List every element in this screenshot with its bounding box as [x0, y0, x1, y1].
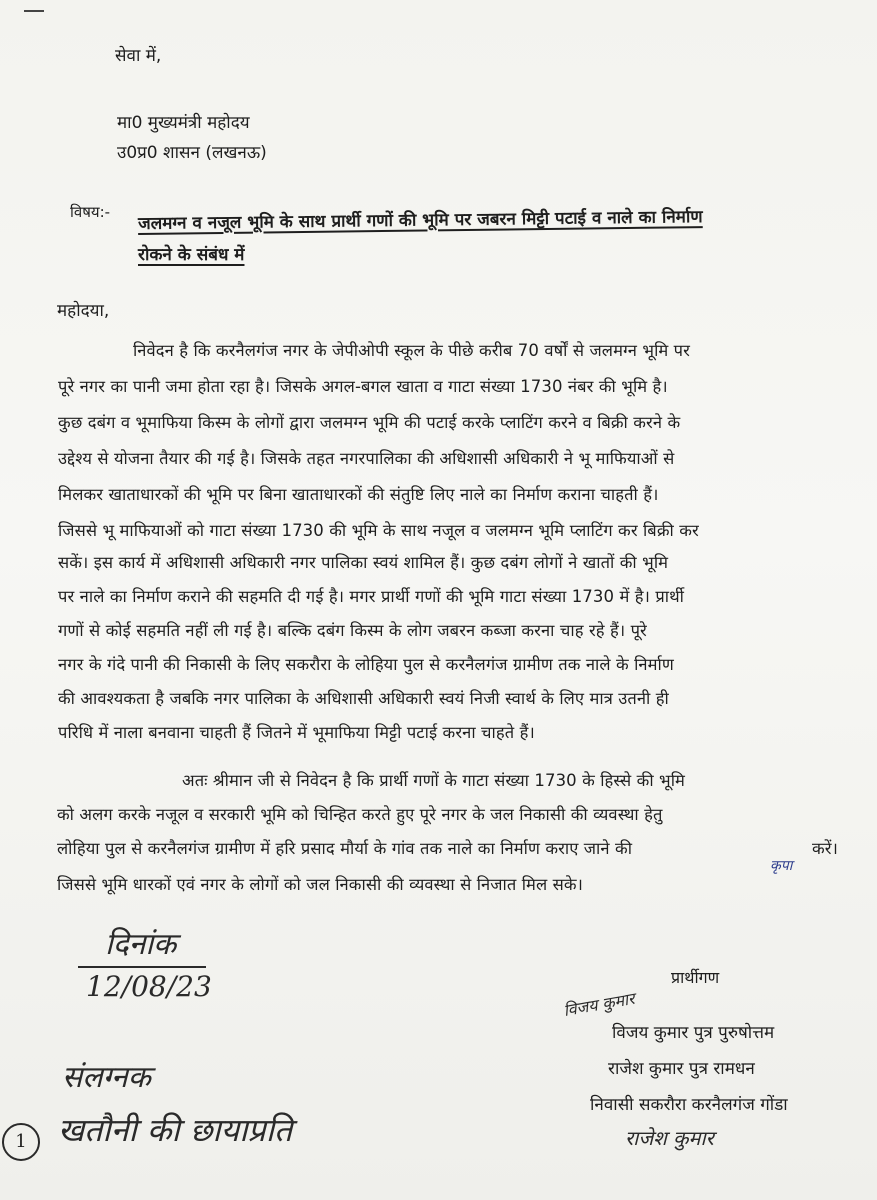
para2-line: अतः श्रीमान जी से निवेदन है कि प्रार्थी गणों के गाटा संख्या 1730 के हिस्से की भूमि	[182, 771, 685, 790]
signatory-line-1: विजय कुमार पुत्र पुरुषोत्तम	[612, 1023, 775, 1043]
attachment-number: 1	[2, 1123, 40, 1161]
para1-line: परिधि में नाला बनवाना चाहती हैं जितने में भूमाफिया मिट्टी पटाई करना चाहते हैं।	[58, 723, 535, 742]
greeting: महोदया,	[57, 301, 110, 321]
corner-mark	[24, 10, 44, 12]
para1-line: उद्देश्य से योजना तैयार की गई है। जिसके तहत नगरपालिका की अधिशासी अधिकारी ने भू माफियाओं से	[58, 449, 675, 468]
subject-line-1: जलमग्न व नजूल भूमि के साथ प्रार्थी गणों की भूमि पर जबरन मिट्टी पटाई व नाले का निर्माण	[137, 207, 703, 234]
signature-rajesh: राजेश कुमार	[625, 1126, 714, 1150]
para1-line: गणों से कोई सहमति नहीं ली गई है। बल्कि दबंग किस्म के लोग जबरन कब्जा करना चाह रहे हैं। पूरे	[58, 621, 647, 640]
para1-line: कुछ दबंग व भूमाफिया किस्म के लोगों द्वारा जलमग्न भूमि की पटाई करके प्लाटिंग करने व बिक्री करने के	[58, 413, 681, 432]
para2-line: को अलग करके नजूल व सरकारी भूमि को चिन्हित करते हुए पूरे नगर के जल निकासी की व्यवस्था हेतु	[57, 805, 663, 824]
handwritten-dinank: दिनांक	[105, 927, 177, 962]
signatory-label: प्रार्थीगण	[671, 968, 720, 987]
subject-line-2: रोकने के संबंध में	[138, 245, 245, 265]
para1-line: सकें। इस कार्य में अधिशासी अधिकारी नगर पालिका स्वयं शामिल हैं। कुछ दबंग लोगों ने खातों की भूमि	[58, 553, 669, 572]
handwritten-date: 12/08/23	[86, 970, 212, 1003]
para1-line: निवेदन है कि करनैलगंज नगर के जेपीओपी स्कूल के पीछे करीब 70 वर्षों से जलमग्न भूमि पर	[133, 341, 690, 360]
handwritten-kripa: कृपा	[770, 858, 793, 874]
recipient-line-1: मा0 मुख्यमंत्री महोदय	[117, 113, 250, 133]
para1-line: मिलकर खाताधारकों की भूमि पर बिना खाताधारकों की संतुष्टि लिए नाले का निर्माण कराना चाहती हैं।	[58, 485, 659, 504]
handwritten-attachment: खतौनी की छायाप्रति	[58, 1111, 293, 1149]
handwritten-sanlagnak: संलग्नक	[62, 1060, 151, 1095]
para1-line: पर नाले का निर्माण कराने की सहमति दी गई है। मगर प्रार्थी गणों की भूमि गाटा संख्या 1730 में है। प्रार्थी	[58, 587, 684, 606]
salutation-to: सेवा में,	[115, 46, 162, 66]
signatory-line-3: निवासी सकरौरा करनैलगंज गोंडा	[590, 1095, 788, 1115]
para1-line: जिससे भू माफियाओं को गाटा संख्या 1730 की भूमि के साथ नजूल व जलमग्न भूमि प्लाटिंग कर बिक्री कर	[58, 521, 699, 540]
para2-line: लोहिया पुल से करनैलगंज ग्रामीण में हरि प्रसाद मौर्या के गांव तक नाले का निर्माण कराए जाने की	[57, 839, 633, 858]
subject-label: विषय:-	[70, 203, 111, 221]
signatory-line-2: राजेश कुमार पुत्र रामधन	[608, 1059, 755, 1079]
para1-line: की आवश्यकता है जबकि नगर पालिका के अधिशासी अधिकारी स्वयं निजी स्वार्थ के लिए मात्र उतनी ही	[58, 689, 669, 708]
para1-line: नगर के गंदे पानी की निकासी के लिए सकरौरा के लोहिया पुल से करनैलगंज ग्रामीण तक नाले के निर्माण	[58, 655, 674, 674]
para1-line: पूरे नगर का पानी जमा होता रहा है। जिसके अगल-बगल खाता व गाटा संख्या 1730 नंबर की भूमि है।	[58, 377, 668, 396]
para2-line-tail: करें।	[812, 839, 838, 858]
recipient-line-2: उ0प्र0 शासन (लखनऊ)	[117, 143, 267, 163]
date-underline	[78, 966, 206, 968]
signature-vijay: विजय कुमार	[561, 988, 637, 1021]
para2-line: जिससे भूमि धारकों एवं नगर के लोगों को जल निकासी की व्यवस्था से निजात मिल सके।	[57, 875, 583, 894]
